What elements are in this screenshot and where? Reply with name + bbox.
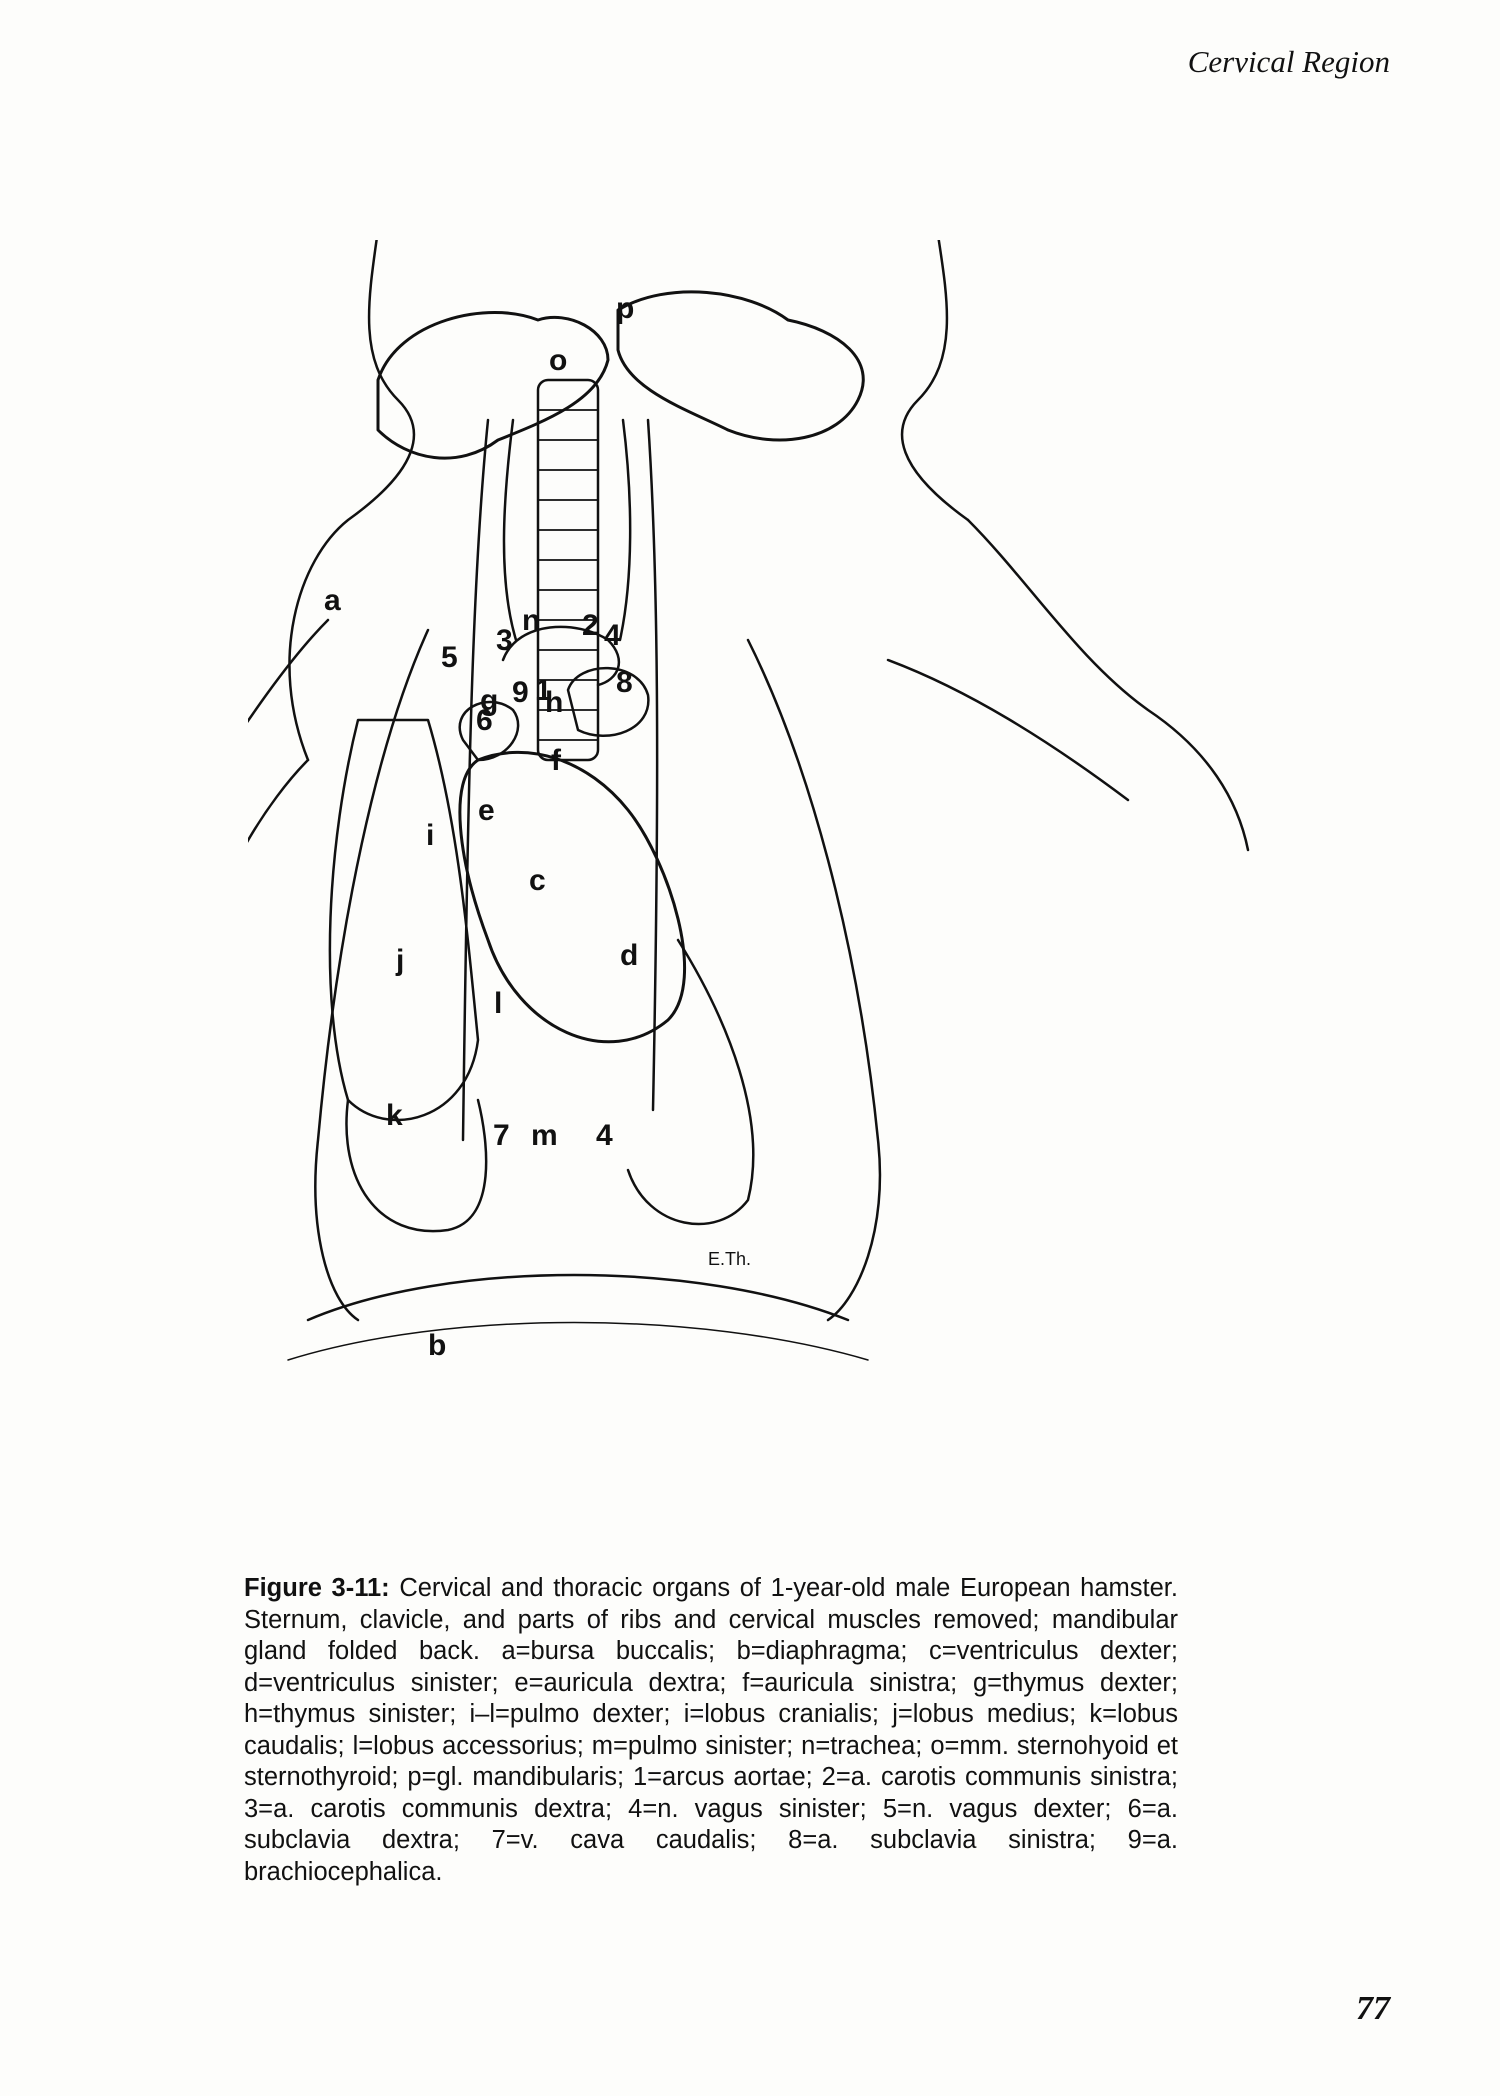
mandibular-gland-left: [378, 313, 608, 459]
vagus-right: [463, 420, 488, 1140]
anatomical-drawing: [248, 240, 1268, 1540]
label-c: c: [529, 864, 546, 897]
left-auricle: [568, 668, 648, 736]
label-6: 6: [476, 704, 493, 737]
label-b: b: [428, 1329, 447, 1362]
anatomical-figure: [248, 240, 1268, 1540]
label-a: a: [324, 584, 341, 617]
label-p: p: [616, 292, 635, 325]
head-outline-right: [902, 240, 968, 520]
figure-label: Figure 3-11:: [244, 1574, 390, 1602]
mandibular-gland-right: [618, 292, 863, 440]
label-5: 5: [441, 641, 458, 674]
figure-caption: [244, 1573, 1178, 1888]
left-forelimb: [248, 620, 328, 940]
label-e: e: [478, 794, 495, 827]
label-4-lower: 4: [596, 1119, 613, 1152]
thoracic-wall-left: [315, 630, 428, 1320]
page-number: 77: [1356, 1990, 1390, 2027]
label-4-upper: 4: [604, 619, 621, 652]
carotid-left: [620, 420, 630, 640]
label-k: k: [386, 1099, 403, 1132]
thoracic-wall-right: [748, 640, 880, 1320]
label-j: j: [396, 944, 405, 977]
label-g: g: [480, 684, 499, 717]
right-lung: [330, 720, 478, 1120]
vagus-left: [648, 420, 657, 1110]
label-o: o: [549, 344, 568, 377]
left-lung: [628, 940, 753, 1224]
head-outline-left: [289, 240, 413, 760]
label-3: 3: [496, 624, 513, 657]
label-f: f: [551, 744, 561, 777]
label-l: l: [494, 987, 503, 1020]
artist-signature: E.Th.: [708, 1249, 752, 1269]
label-7: 7: [493, 1119, 510, 1152]
label-m: m: [531, 1119, 558, 1152]
right-forelimb: [888, 520, 1248, 850]
label-9: 9: [512, 676, 529, 709]
right-lung-caudal: [346, 1100, 486, 1231]
diaphragm: [308, 1275, 848, 1320]
label-2: 2: [582, 609, 599, 642]
label-n: n: [522, 604, 541, 637]
label-i: i: [426, 819, 435, 852]
label-h: h: [545, 686, 564, 719]
caption-text: Cervical and thoracic organs of 1-year-old male European hamster. Sternum, clavicle, and parts of ribs and cervical muscles removed; mandibular gland folded back. a=bursa buccalis; b=diaphragma; c=ventriculus dexter; d=ventriculus sinister; e=auricula dextra; f=auricula sinistra; g=thymus dexter; h=thymus sinister; i–l=pulmo dexter; i=lobus cranialis; j=lobus medius; k=lobus caudalis; l=lobus accessorius; m=pulmo sinister; n=trachea; o=mm. sternohyoid et sternothyroid; p=gl. mandibularis; 1=arcus aortae; 2=a. carotis communis sinistra; 3=a. carotis communis dextra; 4=n. vagus sinister; 5=n. vagus dexter; 6=a. subclavia dextra; 7=v. cava caudalis; 8=a. subclavia sinistra; 9=a. brachiocephalica.: [244, 1574, 1178, 1886]
label-1: 1: [535, 674, 552, 707]
running-head: Cervical Region: [1187, 44, 1390, 79]
label-d: d: [620, 939, 639, 972]
label-8: 8: [616, 666, 633, 699]
carotid-right: [504, 420, 516, 640]
